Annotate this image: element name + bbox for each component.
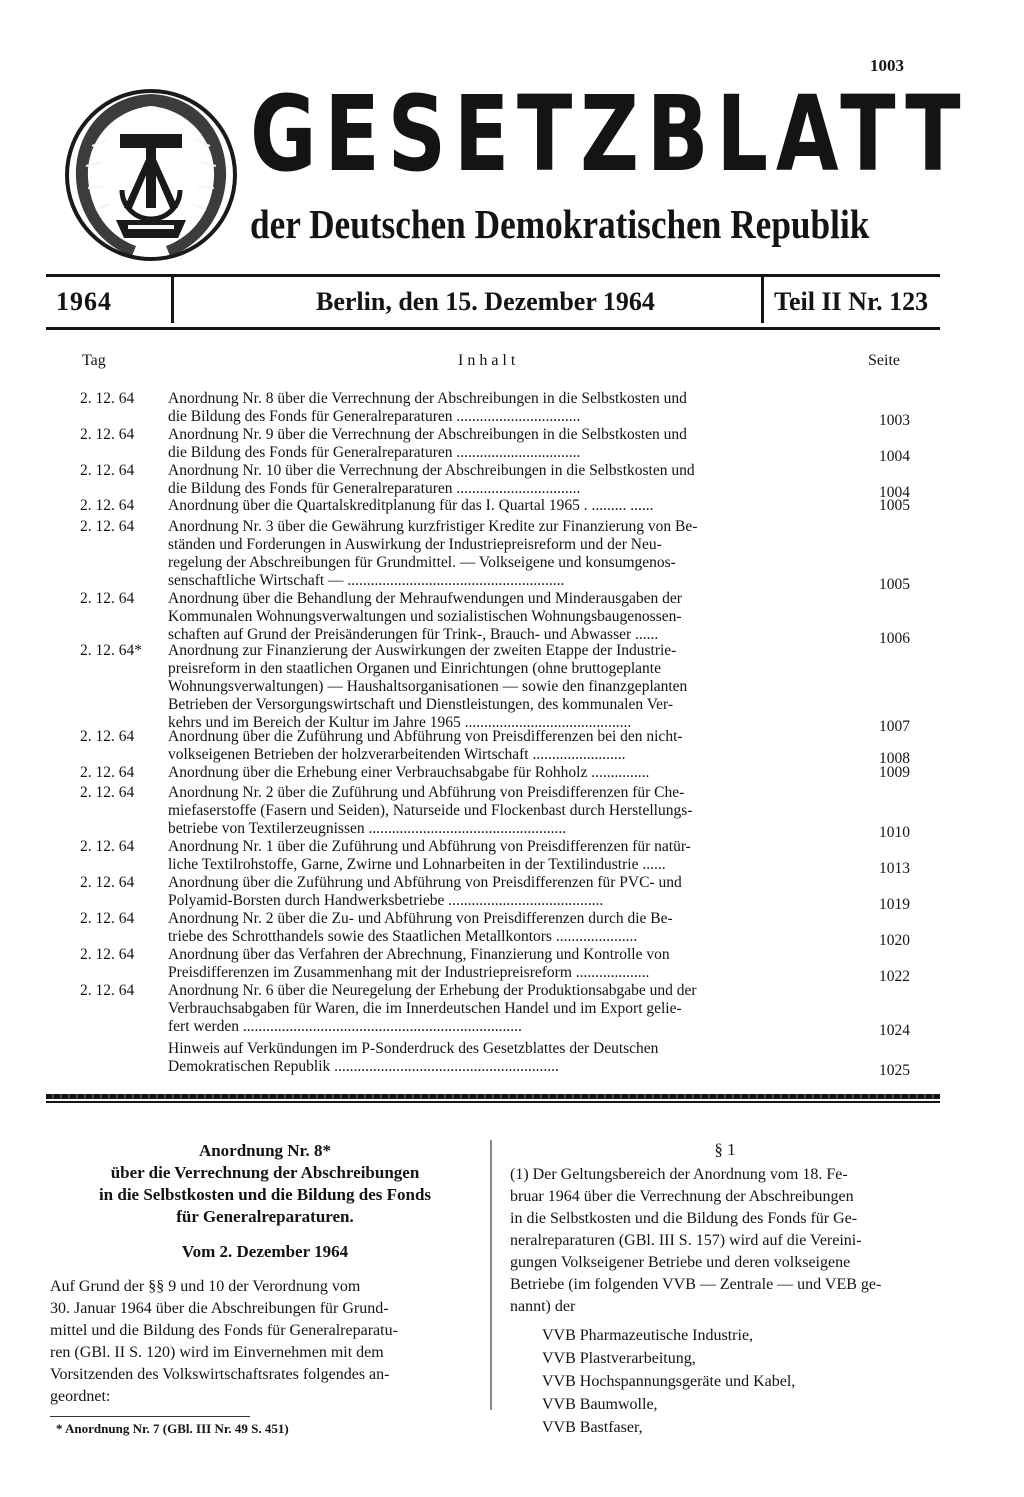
vvb-list-item: VVB Plastverarbeitung,: [542, 1350, 696, 1367]
toc-entry-date: 2. 12. 64: [80, 390, 135, 407]
article-heading-line: Anordnung Nr. 8*: [198, 1141, 332, 1160]
toc-entry-line: Wohnungsverwaltungen) — Haushaltsorganisationen — sowie den finanzgeplanten: [168, 678, 688, 695]
toc-entry-title: [168, 518, 828, 590]
issue-year: 1964: [56, 287, 112, 316]
toc-entry-page: 1010: [879, 824, 910, 841]
masthead-title: GESETZBLATT: [250, 73, 969, 195]
toc-entry-line: die Bildung des Fonds für Generalreparaturen ................................: [168, 444, 581, 461]
toc-entry-date: 2. 12. 64: [80, 982, 135, 999]
divider: [761, 277, 764, 323]
section-text-line: in die Selbstkosten und die Bildung des Fonds für Ge-: [510, 1210, 858, 1227]
toc-entry-date: 2. 12. 64: [80, 946, 135, 963]
column-divider: [490, 1140, 492, 1410]
toc-header-page: Seite: [868, 352, 900, 369]
toc-entry-page: 1022: [879, 968, 910, 985]
toc-entry-date: 2. 12. 64: [80, 462, 135, 479]
section-text-line: bruar 1964 über die Verrechnung der Abschreibungen: [510, 1188, 854, 1205]
divider: [171, 277, 174, 323]
toc-entry-title: [168, 426, 828, 462]
toc-entry-date: 2. 12. 64: [80, 426, 135, 443]
section-rule: [46, 1094, 940, 1099]
section-rule: [46, 1101, 940, 1103]
article-date: Vom 2. Dezember 1964: [181, 1242, 349, 1261]
toc-entry-line: Anordnung über die Zuführung und Abführung von Preisdifferenzen bei den nicht-: [168, 728, 683, 745]
toc-entry-line: preisreform in den staatlichen Organen und Einrichtungen (ohne bruttogeplante: [168, 660, 661, 677]
toc-entry-line: miefaserstoffe (Fasern und Seiden), Naturseide und Flockenbast durch Herstellungs-: [168, 802, 693, 819]
toc-entry-line: Preisdifferenzen im Zusammenhang mit der Industriepreisreform ...................: [168, 964, 650, 981]
article-heading-line: für Generalreparaturen.: [176, 1207, 354, 1226]
toc-entry-title: [168, 874, 828, 910]
toc-entry-date: 2. 12. 64: [80, 497, 135, 514]
toc-entry-line: Anordnung zur Finanzierung der Auswirkungen der zweiten Etappe der Industrie-: [168, 642, 677, 659]
vvb-list-item: VVB Pharmazeutische Industrie,: [542, 1327, 754, 1344]
toc-entry-title: [168, 728, 828, 764]
toc-entry-line: fert werden ........................................................................: [168, 1018, 522, 1035]
toc-entry-line: Anordnung Nr. 6 über die Neuregelung der Erhebung der Produktionsabgabe und der: [168, 982, 697, 999]
section-mark: § 1: [714, 1140, 736, 1159]
toc-entry-line: senschaftliche Wirtschaft — ........................................................: [168, 572, 565, 589]
toc-entry-line: regelung der Abschreibungen für Grundmittel. — Volkseigene und konsumgenos-: [168, 554, 676, 571]
toc-entry-date: 2. 12. 64: [80, 518, 135, 535]
toc-entry-title: [168, 838, 828, 874]
toc-entry-line: Demokratischen Republik ..........................................................: [168, 1058, 559, 1075]
toc-entry-date: 2. 12. 64: [80, 910, 135, 927]
toc-entry-line: Anordnung Nr. 2 über die Zu- und Abführung von Preisdifferenzen durch die Be-: [168, 910, 673, 927]
article-heading: [50, 1140, 480, 1228]
page-number: 1003: [870, 56, 904, 75]
toc-entry-line: Anordnung Nr. 3 über die Gewährung kurzfristiger Kredite zur Finanzierung von Be-: [168, 518, 698, 535]
toc-entry-title: [168, 590, 828, 644]
toc-entry-page: 1025: [879, 1062, 910, 1079]
toc-entry-line: Anordnung Nr. 8 über die Verrechnung der Abschreibungen in die Selbstkosten und: [168, 390, 687, 407]
section-text: [510, 1164, 940, 1318]
toc-header-day: Tag: [82, 352, 106, 369]
vvb-list-item: VVB Baumwolle,: [542, 1396, 658, 1413]
toc-entry-line: ständen und Forderungen in Auswirkung der Industriepreisreform und der Neu-: [168, 536, 662, 553]
toc-entry-page: 1024: [879, 1022, 910, 1039]
article-intro-line: ren (GBl. II S. 120) wird im Einvernehmen mit dem: [50, 1344, 384, 1361]
toc-entry-page: 1009: [879, 764, 910, 781]
toc-entry-date: 2. 12. 64: [80, 874, 135, 891]
toc-entry-line: triebe des Schrotthandels sowie des Staatlichen Metallkontors .....................: [168, 928, 638, 945]
toc-entry-title: [168, 946, 828, 982]
article-right-column: [510, 1140, 940, 1439]
toc-entry-page: 1003: [879, 412, 910, 429]
toc-entry-title: [168, 764, 828, 782]
state-emblem-icon: [62, 86, 240, 264]
toc-entry-page: 1007: [879, 718, 910, 735]
article-footnote: * Anordnung Nr. 7 (GBl. III Nr. 49 S. 451): [56, 1421, 289, 1436]
toc-entry-line: Verbrauchsabgaben für Waren, die im Innerdeutschen Handel und im Export gelie-: [168, 1000, 682, 1017]
toc-entry-line: Anordnung über die Quartalskreditplanung für das I. Quartal 1965 . ......... ......: [168, 497, 654, 514]
toc-entry-date: 2. 12. 64: [80, 784, 135, 801]
toc-entry-line: Anordnung Nr. 2 über die Zuführung und Abführung von Preisdifferenzen für Che-: [168, 784, 685, 801]
toc-entry-page: 1020: [879, 932, 910, 949]
issue-place-date: Berlin, den 15. Dezember 1964: [316, 287, 655, 316]
section-text-line: (1) Der Geltungsbereich der Anordnung vom 18. Fe-: [510, 1166, 848, 1183]
section-text-line: Betriebe (im folgenden VVB — Zentrale — und VEB ge-: [510, 1276, 882, 1293]
article-intro-line: 30. Januar 1964 über die Abschreibungen für Grund-: [50, 1300, 389, 1317]
article-heading-line: in die Selbstkosten und die Bildung des Fonds: [98, 1185, 432, 1204]
toc-entry-date: 2. 12. 64: [80, 838, 135, 855]
toc-entry-line: volkseigenen Betrieben der holzverarbeitenden Wirtschaft ........................: [168, 746, 626, 763]
toc-entry-line: Anordnung Nr. 1 über die Zuführung und Abführung von Preisdifferenzen für natür-: [168, 838, 691, 855]
toc-entry-page: 1004: [879, 484, 910, 501]
toc-entry-page: 1013: [879, 860, 910, 877]
toc-entry-title: [168, 982, 828, 1036]
toc-entry-line: Betrieben der Versorgungswirtschaft und Dienstleistungen, des kommunalen Ver-: [168, 696, 674, 713]
vvb-list-item: VVB Hochspannungsgeräte und Kabel,: [542, 1373, 796, 1390]
footnote-rule: [50, 1416, 250, 1417]
section-text-line: nannt) der: [510, 1298, 576, 1315]
toc-entry-title: [168, 1040, 828, 1076]
toc-entry-title: [168, 910, 828, 946]
toc-entry-line: Hinweis auf Verkündungen im P-Sonderdruck des Gesetzblattes der Deutschen: [168, 1040, 659, 1057]
toc-entry-line: Anordnung Nr. 10 über die Verrechnung der Abschreibungen in die Selbstkosten und: [168, 462, 695, 479]
toc-entry-line: Kommunalen Wohnungsverwaltungen und sozialistischen Wohnungsbaugenossen-: [168, 608, 682, 625]
toc-entry-line: schaften auf Grund der Preisänderungen für Trink-, Brauch- und Abwasser ......: [168, 626, 659, 643]
toc-entry-line: Polyamid-Borsten durch Handwerksbetriebe ........................................: [168, 892, 604, 909]
toc-entry-line: betriebe von Textilerzeugnissen ...................................................: [168, 820, 567, 837]
toc-entry-title: [168, 462, 828, 498]
article-intro-line: Vorsitzenden des Volkswirtschaftsrates folgendes an-: [50, 1366, 390, 1383]
toc-entry-line: Anordnung über die Zuführung und Abführung von Preisdifferenzen für PVC- und: [168, 874, 682, 891]
article-intro-line: Auf Grund der §§ 9 und 10 der Verordnung vom: [50, 1278, 361, 1295]
toc-entry-date: 2. 12. 64: [80, 590, 135, 607]
article-intro: [50, 1276, 480, 1408]
toc-entry-line: Anordnung Nr. 9 über die Verrechnung der Abschreibungen in die Selbstkosten und: [168, 426, 687, 443]
article-left-column: [50, 1140, 480, 1437]
toc-entry-page: 1004: [879, 448, 910, 465]
toc-entry-line: die Bildung des Fonds für Generalreparaturen ................................: [168, 408, 581, 425]
toc-entry-page: 1005: [879, 576, 910, 593]
section-text-line: neralreparaturen (GBl. III S. 157) wird auf die Vereini-: [510, 1232, 862, 1249]
toc-entry-date: 2. 12. 64: [80, 728, 135, 745]
toc-entry-line: die Bildung des Fonds für Generalreparaturen ................................: [168, 480, 581, 497]
toc-entry-date: 2. 12. 64: [80, 764, 135, 781]
toc-entry-title: [168, 497, 828, 515]
toc-entry-line: Anordnung über das Verfahren der Abrechnung, Finanzierung und Kontrolle von: [168, 946, 670, 963]
toc-entry-page: 1006: [879, 630, 910, 647]
toc-entry-line: liche Textilrohstoffe, Garne, Zwirne und Lohnarbeiten in der Textilindustrie ......: [168, 856, 666, 873]
issue-part-number: Teil II Nr. 123: [774, 287, 929, 316]
article-heading-line: über die Verrechnung der Abschreibungen: [110, 1163, 420, 1182]
article-intro-line: mittel und die Bildung des Fonds für Generalreparatu-: [50, 1322, 398, 1339]
article-intro-line: geordnet:: [50, 1388, 111, 1405]
section-text-line: gungen Volkseigener Betriebe und deren volkseigene: [510, 1254, 851, 1271]
toc-entry-line: Anordnung über die Erhebung einer Verbrauchsabgabe für Rohholz ...............: [168, 764, 650, 781]
toc-entry-date: 2. 12. 64*: [80, 642, 142, 659]
toc-entry-line: kehrs und im Bereich der Kultur im Jahre 1965 ...........................................: [168, 714, 632, 731]
toc-header-contents: I n h a l t: [458, 352, 516, 369]
vvb-list: [510, 1324, 940, 1439]
toc-entry-page: 1005: [879, 497, 910, 514]
toc-entry-page: 1008: [879, 750, 910, 767]
toc-entry-page: 1019: [879, 896, 910, 913]
issue-bar: [46, 274, 940, 330]
toc-entry-line: Anordnung über die Behandlung der Mehraufwendungen und Minderausgaben der: [168, 590, 682, 607]
masthead-subtitle: der Deutschen Demokratischen Republik: [250, 201, 870, 247]
vvb-list-item: VVB Bastfaser,: [542, 1419, 643, 1436]
toc-entry-title: [168, 390, 828, 426]
toc-entry-title: [168, 784, 828, 838]
toc-entry-title: [168, 642, 828, 732]
